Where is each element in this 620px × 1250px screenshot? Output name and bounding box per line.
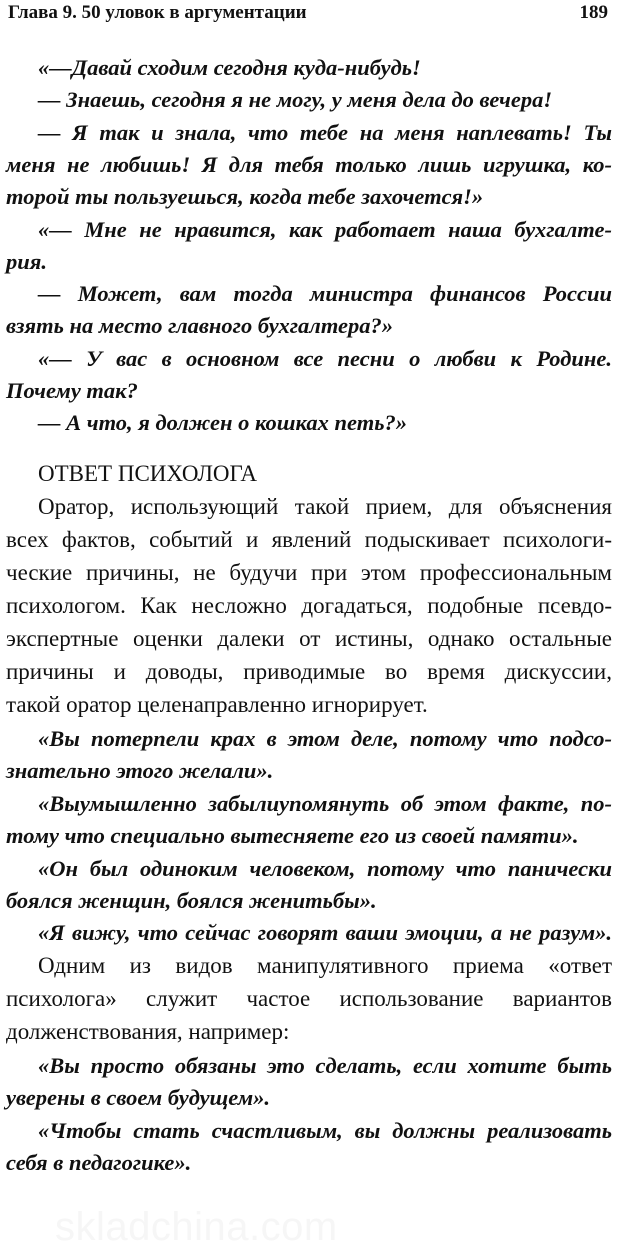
example-line: «Вы просто обязаны это сделать, если хотите быть bbox=[38, 1053, 612, 1078]
dialogue-line: торой ты пользуешься, когда тебе захочется!» bbox=[6, 184, 484, 209]
dialogue-line: «— У вас в основном все песни о любви к Родине. bbox=[38, 346, 612, 371]
body-line: психолога» служит частое использование вариантов bbox=[6, 986, 612, 1011]
dialogue-line: — Знаешь, сегодня я не могу, у меня дела до вечера! bbox=[38, 87, 553, 112]
example-line: «Выумышленно забылиупомянуть об этом факте, по- bbox=[38, 791, 612, 816]
dialogue-line: — Может, вам тогда министра финансов России bbox=[38, 281, 612, 306]
body-line: долженствования, например: bbox=[6, 1019, 290, 1044]
dialogue-line: «— Мне не нравится, как работает наша бухгалте- bbox=[38, 217, 612, 242]
page-header bbox=[8, 2, 612, 26]
chapter-title: Глава 9. 50 уловок в аргументации bbox=[8, 2, 307, 23]
dialogue-line: рия. bbox=[6, 249, 47, 274]
body-line: Оратор, использующий такой прием, для объяснения bbox=[38, 494, 612, 519]
dialogue-line: меня не любишь! Я для тебя только лишь игрушка, ко- bbox=[6, 152, 612, 177]
dialogue-line: «—Давай сходим сегодня куда-нибудь! bbox=[38, 55, 421, 80]
dialogue-line: — Я так и знала, что тебе на меня наплевать! Ты bbox=[38, 120, 612, 145]
dialogue-line: Почему так? bbox=[6, 378, 138, 403]
body-line: всех фактов, событий и явлений подыскивает психологи- bbox=[6, 527, 612, 552]
example-line: «Он был одиноким человеком, потому что панически bbox=[38, 856, 612, 881]
body-line: такой оратор целенаправленно игнорирует. bbox=[6, 692, 428, 717]
body-line: Одним из видов манипулятивного приема «ответ bbox=[38, 953, 612, 978]
example-line: «Вы потерпели крах в этом деле, потому что подсо- bbox=[38, 726, 612, 751]
example-line: «Я вижу, что сейчас говорят ваши эмоции, а не разум». bbox=[38, 920, 612, 945]
example-line: знательно этого желали». bbox=[6, 758, 274, 783]
example-line: тому что специально вытесняете его из своей памяти». bbox=[6, 823, 579, 848]
example-line: боялся женщин, боялся женитьбы». bbox=[6, 888, 377, 913]
example-line: себя в педагогике». bbox=[6, 1150, 192, 1175]
body-line: ческие причины, не будучи при этом профессиональным bbox=[6, 560, 612, 585]
watermark: skladchina.com bbox=[55, 1205, 338, 1249]
section-heading: ОТВЕТ ПСИХОЛОГА bbox=[38, 461, 257, 486]
body-line: причины и доводы, приводимые во время дискуссии, bbox=[6, 659, 612, 684]
body-line: экспертные оценки далеки от истины, однако остальные bbox=[6, 626, 612, 651]
example-line: уверены в своем будущем». bbox=[6, 1085, 271, 1110]
body-line: психологом. Как несложно догадаться, подобные псевдо- bbox=[6, 593, 612, 618]
dialogue-line: — А что, я должен о кошках петь?» bbox=[38, 410, 407, 435]
page-number: 189 bbox=[579, 2, 608, 23]
dialogue-line: взять на место главного бухгалтера?» bbox=[6, 313, 394, 338]
example-line: «Чтобы стать счастливым, вы должны реализовать bbox=[38, 1118, 612, 1143]
